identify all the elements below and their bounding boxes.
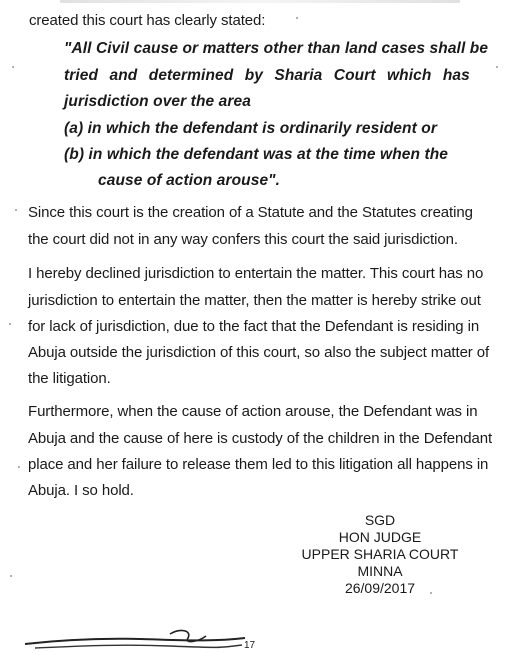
signature-sgd: SGD bbox=[364, 512, 396, 528]
scan-speck bbox=[15, 209, 17, 211]
paragraph-2-line-4: Abuja outside the jurisdiction of this court, so also the subject matter of bbox=[28, 344, 490, 361]
scan-speck bbox=[9, 323, 11, 325]
intro-line: created this court has clearly stated: bbox=[29, 12, 266, 29]
signature-date: 26/09/2017 bbox=[344, 580, 416, 596]
quote-item-b: (b) in which the defendant was at the time when the bbox=[64, 146, 449, 163]
scan-speck bbox=[496, 66, 498, 68]
quote-item-a: (a) in which the defendant is ordinarily resident or bbox=[64, 120, 437, 137]
signature-title: HON JUDGE bbox=[338, 529, 422, 545]
signature-location: MINNA bbox=[357, 563, 403, 579]
scan-speck bbox=[12, 66, 14, 68]
paragraph-2-line-2: jurisdiction to entertain the matter, then the matter is hereby strike out bbox=[28, 292, 481, 309]
paragraph-1-line-2: the court did not in any way confers this court the said jurisdiction. bbox=[28, 231, 458, 248]
handwritten-scribble bbox=[20, 622, 250, 652]
quote-line-1: "All Civil cause or matters other than land cases shall be bbox=[64, 40, 489, 57]
scan-speck bbox=[296, 17, 298, 19]
quote-item-b-continuation: cause of action arouse". bbox=[98, 172, 281, 189]
paragraph-2-line-3: for lack of jurisdiction, due to the fact that the Defendant is residing in bbox=[28, 318, 480, 335]
paragraph-3-line-3: place and her failure to release them led to this litigation all happens in bbox=[28, 456, 489, 473]
page-number: 17 bbox=[244, 640, 256, 651]
quote-line-2: tried and determined by Sharia Court which has bbox=[64, 67, 470, 84]
scan-speck bbox=[18, 466, 20, 468]
paragraph-3-line-2: Abuja and the cause of here is custody of the children in the Defendant bbox=[28, 430, 493, 447]
paragraph-1-line-1: Since this court is the creation of a Statute and the Statutes creating bbox=[28, 204, 473, 221]
scan-speck bbox=[430, 592, 432, 594]
top-edge-fragment bbox=[60, 0, 460, 3]
paragraph-2-line-5: the litigation. bbox=[28, 370, 111, 387]
quote-line-3: jurisdiction over the area bbox=[64, 93, 251, 110]
signature-court: UPPER SHARIA COURT bbox=[301, 546, 459, 562]
paragraph-3-line-4: Abuja. I so hold. bbox=[28, 482, 134, 499]
paragraph-3-line-1: Furthermore, when the cause of action arouse, the Defendant was in bbox=[28, 403, 478, 420]
scan-speck bbox=[10, 575, 12, 577]
paragraph-2-line-1: I hereby declined jurisdiction to entertain the matter. This court has no bbox=[28, 265, 484, 282]
